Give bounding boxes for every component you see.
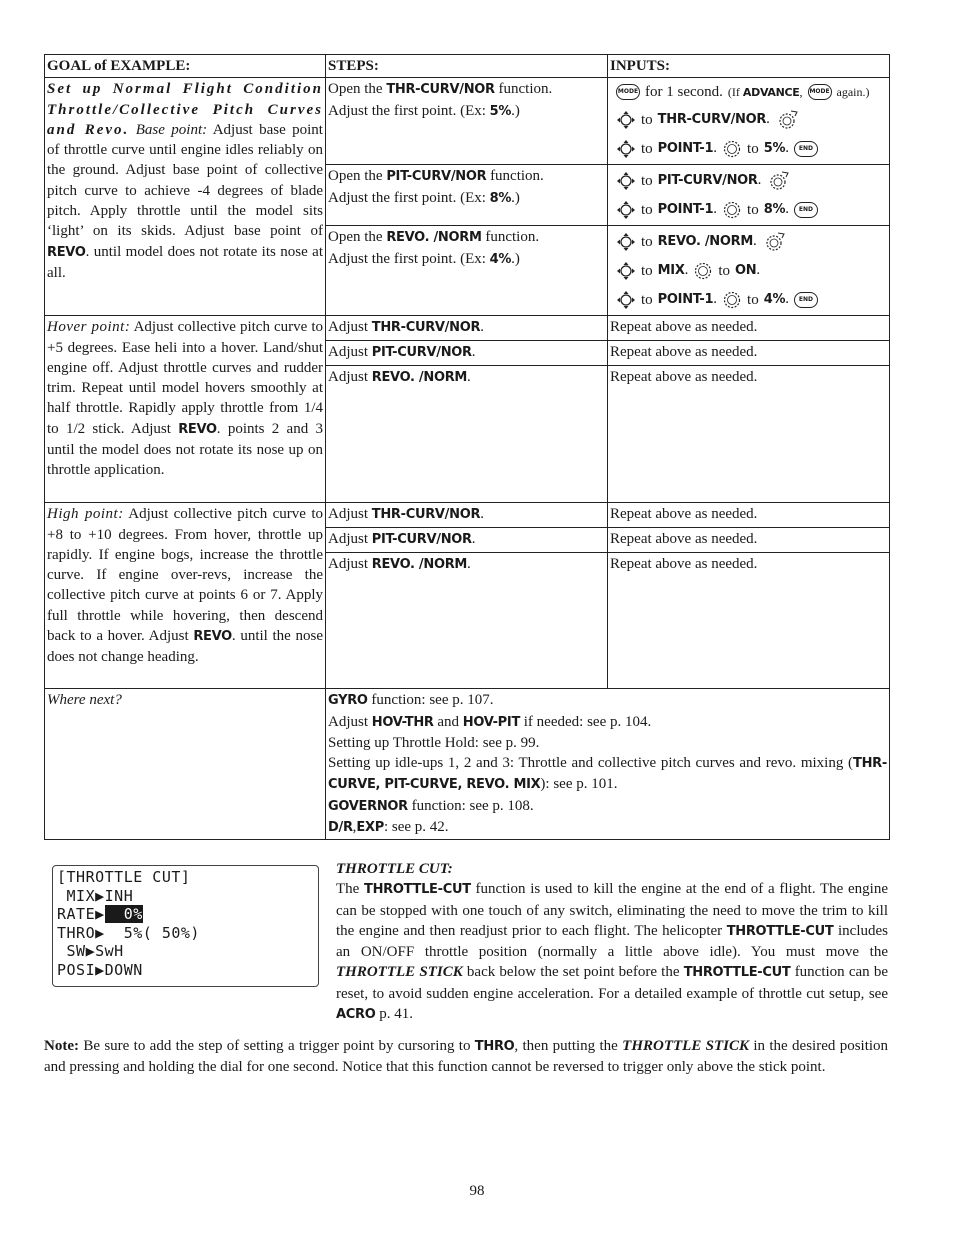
input-text: . [713, 140, 718, 157]
body-keyword: ACRO [336, 1007, 376, 1023]
goal-keyword: REVO [178, 421, 217, 437]
input-text: to [641, 262, 653, 279]
input-text: . [785, 201, 789, 218]
ref-text: and [437, 713, 460, 730]
step-text: . [467, 369, 471, 386]
step-text: Adjust [328, 531, 369, 548]
input-text: . [752, 233, 757, 250]
lcd-highlight: 0% [104, 905, 143, 924]
step-text: Adjust [328, 506, 369, 523]
step-keyword: THR-CURV/NOR [386, 82, 495, 98]
ref-text: : see p. 42. [383, 819, 449, 836]
inputs-pit-curv [608, 165, 890, 226]
step-text: Open the [328, 168, 383, 185]
dial-icon [722, 290, 742, 310]
step-value: 4% [489, 251, 512, 267]
setup-table [44, 54, 890, 840]
goal-text: Adjust collective pitch curve to +5 degrees. Ease heli into a hover. Land/shut engine off. Adjust throttle curves and rudder trim. Repeat until model hovers smoothly at half throttle. Rapidly apply throttle from 1/4 to 1/2 stick. Adjust [47, 319, 323, 437]
dial-icon [722, 139, 742, 159]
input-text: . [756, 262, 761, 279]
step-text: .) [511, 189, 520, 206]
section-title: Set up Normal Flight Condition Throttle/Collective Pitch Curves and Revo. [47, 81, 323, 138]
ref-keyword: THR-CURVE, PIT-CURVE, REVO. MIX [328, 756, 887, 793]
step-keyword: THR-CURV/NOR [371, 320, 481, 336]
header-inputs: INPUTS: [608, 55, 890, 78]
step-pit-curv [326, 165, 608, 226]
lcd-line: THRO▶ 5%( 50%) [57, 923, 200, 942]
input-text: to [641, 291, 653, 308]
input-keyword: ADVANCE [742, 85, 800, 99]
ref-keyword: GYRO [328, 693, 368, 709]
input-text: to [641, 111, 653, 128]
input-keyword: REVO. /NORM [657, 234, 753, 250]
goal-text-end: . points 2 and 3 until the model does not rotate its nose up on throttle application. [47, 420, 323, 479]
note-label: Note: [44, 1038, 79, 1054]
input-text: to [747, 201, 759, 218]
ref-text: Setting up idle-ups 1, 2 and 3: Throttle and collective pitch curves and revo. mixing ( [328, 755, 854, 772]
inputs-thr-curv: MODE for 1 second. (If ADVANCE, MODE again.) to THR-CURV/NOR. to POINT-1. to 5%. END [608, 78, 890, 165]
dial-turn-icon [775, 109, 799, 131]
input-text: to [641, 233, 653, 250]
step-keyword: PIT-CURV/NOR [386, 169, 487, 185]
input-text: to [747, 140, 759, 157]
goal-keyword: REVO [47, 244, 86, 260]
input-text: (If [727, 84, 740, 99]
ref-keyword: D/R [328, 820, 353, 836]
input-repeat: Repeat above as needed. [608, 316, 890, 341]
step-text: . [480, 506, 484, 523]
input-text: . [757, 172, 762, 189]
step-text: Adjust the first point. (Ex: [328, 250, 486, 267]
body-text: The [336, 881, 360, 898]
goal-label: High point: [47, 506, 124, 523]
throttle-cut-section [336, 859, 888, 1025]
step-keyword: REVO. /NORM [371, 370, 468, 386]
lcd-line: SW▶SwH [57, 942, 124, 961]
header-goal: GOAL of EXAMPLE: [45, 55, 326, 78]
step-keyword: REVO. /NORM [371, 557, 468, 573]
input-text: to [641, 201, 653, 218]
goal-text: Adjust collective pitch curve to +8 to +10 degrees. From hover, throttle up rapidly. If engine bogs, increase the throttle curve. If engine over-revs, increase the collective pitch curve at points 6 or 7. Apply full throttle while hovering, then descend back to a hover. Adjust [47, 506, 323, 645]
input-keyword: THR-CURV/NOR [657, 112, 767, 128]
goal-label: Base point: [135, 121, 208, 138]
ref-text: function: see p. 107. [371, 692, 494, 709]
input-repeat: Repeat above as needed. [608, 366, 890, 503]
cursor-pad-icon [616, 139, 636, 159]
where-next-label: Where next? [45, 689, 326, 840]
cursor-pad-icon [616, 290, 636, 310]
step-keyword: REVO. /NORM [386, 230, 482, 246]
lcd-line: [THROTTLE CUT] [57, 868, 191, 886]
goal-keyword: REVO [193, 629, 232, 645]
step-text: .) [511, 250, 520, 267]
step-adjust-pit [326, 528, 608, 553]
dial-icon [693, 261, 713, 281]
step-text: Adjust [328, 319, 369, 336]
ref-keyword: GOVERNOR [328, 798, 408, 814]
step-text: Adjust the first point. (Ex: [328, 102, 486, 119]
step-keyword: PIT-CURV/NOR [371, 532, 472, 548]
step-keyword: PIT-CURV/NOR [371, 345, 472, 361]
input-text: . [684, 262, 689, 279]
end-button-icon: END [794, 202, 818, 218]
section-heading: THROTTLE CUT: [336, 861, 453, 877]
body-text: back below the set point before the [466, 964, 680, 981]
step-adjust-thr [326, 503, 608, 528]
ref-keyword: HOV-PIT [462, 714, 521, 730]
step-text: . [471, 344, 476, 361]
ref-text: if needed: see p. 104. [523, 713, 652, 730]
inputs-revo-norm [608, 226, 890, 316]
input-repeat: Repeat above as needed. [608, 528, 890, 553]
step-adjust-thr [326, 316, 608, 341]
cursor-pad-icon [616, 200, 636, 220]
input-text: again.) [836, 85, 870, 100]
ref-keyword: HOV-THR [371, 714, 434, 730]
header-steps: STEPS: [326, 55, 608, 78]
body-text: p. 41. [379, 1006, 413, 1023]
input-text: to [718, 262, 730, 279]
dial-icon [722, 200, 742, 220]
step-text: function. [485, 229, 540, 246]
note-paragraph [44, 1036, 888, 1078]
step-text: . [467, 556, 471, 573]
end-button-icon: END [794, 141, 818, 157]
mode-button-icon: MODE [808, 84, 832, 100]
step-text: Adjust [328, 369, 369, 386]
input-value: 4% [763, 292, 786, 308]
step-text: Adjust the first point. (Ex: [328, 189, 486, 206]
body-text: function can be reset, to avoid sudden engine acceleration. For a detailed example of throttle cut setup, see [336, 964, 889, 1002]
body-emphasis: THROTTLE STICK [336, 964, 463, 981]
lcd-line: POSI▶DOWN [57, 960, 143, 979]
ref-text: , [352, 819, 357, 836]
dial-turn-icon [762, 231, 786, 253]
ref-text: Adjust [328, 713, 369, 730]
body-text: , then putting the [514, 1038, 618, 1054]
step-text: . [471, 531, 476, 548]
ref-text: function: see p. 108. [411, 797, 534, 814]
step-thr-curv [326, 78, 608, 165]
cursor-pad-icon [616, 110, 636, 130]
step-text: function. [498, 81, 553, 98]
throttle-cut-lcd-screen [52, 865, 319, 987]
cursor-pad-icon [616, 232, 636, 252]
page-number: 98 [469, 1183, 485, 1199]
mode-button-icon: MODE [616, 84, 640, 100]
cursor-pad-icon [616, 261, 636, 281]
step-text: .) [511, 102, 520, 119]
lcd-line: MIX▶INH [57, 886, 134, 905]
input-text: to [747, 291, 759, 308]
step-keyword: THR-CURV/NOR [371, 507, 481, 523]
step-text: function. [490, 168, 544, 185]
body-text: function is used to kill the engine at the end of a flight. The engine can be stopped with one touch of any switch, eliminating the need to move the trim to kill the engine and then readjust prior to each flight. The helicopter [336, 881, 888, 939]
input-repeat: Repeat above as needed. [608, 503, 890, 528]
end-button-icon: END [794, 292, 818, 308]
input-text: for 1 second. [645, 84, 723, 101]
step-text: Adjust [328, 556, 369, 573]
input-repeat: Repeat above as needed. [608, 341, 890, 366]
body-keyword: THROTTLE-CUT [364, 882, 471, 898]
input-text: . [785, 140, 789, 157]
cursor-pad-icon [616, 171, 636, 191]
input-repeat: Repeat above as needed. [608, 553, 890, 689]
step-value: 8% [489, 190, 512, 206]
input-text: to [641, 140, 653, 157]
input-keyword: POINT-1 [657, 202, 714, 218]
goal-hover-point [45, 316, 326, 503]
where-next-content [326, 689, 890, 840]
input-text: . [766, 111, 770, 128]
body-keyword: THROTTLE-CUT [683, 965, 791, 981]
input-keyword: POINT-1 [657, 292, 714, 308]
ref-text: ): see p. 101. [540, 776, 618, 793]
dial-turn-icon [766, 170, 790, 192]
input-value: ON [735, 263, 757, 279]
input-text: to [641, 172, 653, 189]
step-value: 5% [489, 103, 512, 119]
goal-label: Hover point: [47, 319, 131, 336]
step-text: Open the [328, 81, 383, 98]
input-text: . [785, 291, 789, 308]
goal-text-end: . until model does not rotate its nose at all. [47, 243, 323, 281]
step-text: Adjust [328, 344, 369, 361]
goal-text-end: . until the nose does not change heading. [47, 628, 324, 666]
lcd-text: RATE▶ [57, 905, 105, 924]
lcd-line [57, 905, 314, 924]
step-adjust-revo [326, 553, 608, 689]
body-text: includes an ON/OFF throttle position (normally a little above idle). You must move the [336, 922, 888, 961]
input-keyword: MIX [657, 263, 685, 279]
goal-text: Adjust base point of throttle curve until engine idles reliably on the ground. Adjust base point of collective pitch curve to achieve -4 degrees of blade pitch. Apply throttle until the model sits ‘light’ on its skids. Adjust base point of [47, 121, 323, 240]
goal-high-point [45, 503, 326, 689]
input-value: 8% [763, 202, 786, 218]
input-keyword: PIT-CURV/NOR [657, 173, 758, 189]
step-text: Open the [328, 229, 383, 246]
body-text: in the desired position and pressing and holding the dial for one second. Notice that this function cannot be reversed to trigger only above the stick point. [44, 1038, 889, 1076]
step-text: . [480, 319, 484, 336]
step-adjust-pit [326, 341, 608, 366]
step-revo-norm [326, 226, 608, 316]
body-keyword: THROTTLE-CUT [726, 923, 834, 939]
input-keyword: POINT-1 [657, 141, 714, 157]
body-keyword: THRO [474, 1039, 515, 1054]
goal-base-point [45, 78, 326, 316]
ref-text: Setting up Throttle Hold: see p. 99. [328, 734, 540, 751]
step-adjust-revo [326, 366, 608, 503]
body-text: Be sure to add the step of setting a trigger point by cursoring to [83, 1038, 471, 1054]
input-text: . [713, 291, 718, 308]
input-value: 5% [763, 141, 786, 157]
body-emphasis: THROTTLE STICK [622, 1038, 750, 1054]
ref-keyword: EXP [356, 820, 384, 836]
input-text: . [713, 201, 718, 218]
